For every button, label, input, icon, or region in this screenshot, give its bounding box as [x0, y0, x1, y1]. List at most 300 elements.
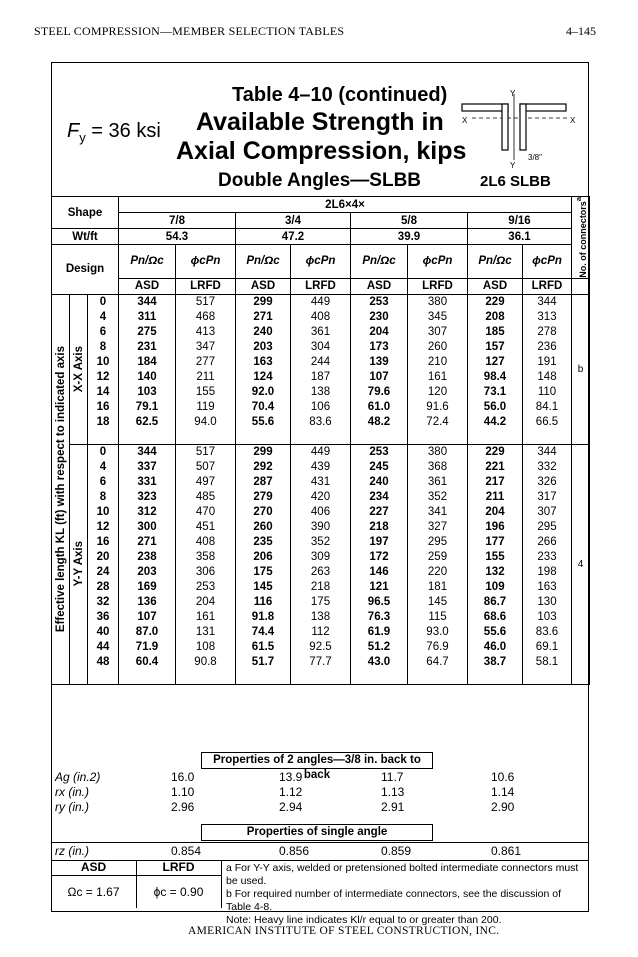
strength-value: 234 — [351, 490, 408, 505]
kl-value: 18 — [88, 415, 119, 430]
kl-value: 16 — [88, 535, 119, 550]
property-label-rx: rx (in.) — [55, 785, 89, 799]
strength-value: 277 — [176, 355, 236, 370]
strength-value: 271 — [119, 535, 176, 550]
strength-value: 485 — [176, 490, 236, 505]
diagram-y-label-bottom: Y — [510, 161, 516, 168]
strength-value: 279 — [236, 490, 291, 505]
kl-value: 4 — [88, 310, 119, 325]
strength-value: 220 — [408, 565, 468, 580]
strength-value: 92.5 — [291, 640, 351, 655]
strength-value: 236 — [523, 340, 572, 355]
strength-value: 91.6 — [408, 400, 468, 415]
section-label: 2L6×4× — [119, 197, 572, 213]
table-row — [52, 400, 590, 415]
weight-0: 54.3 — [119, 229, 236, 245]
table-row — [52, 550, 590, 565]
strength-value: 218 — [291, 580, 351, 595]
asd-label-3: ASD — [468, 278, 523, 294]
strength-value: 132 — [468, 565, 523, 580]
col-head-lrfd-1: ϕcPn — [291, 245, 351, 279]
safety-factor-box — [51, 860, 222, 908]
strength-value: 120 — [408, 385, 468, 400]
strength-value: 184 — [119, 355, 176, 370]
strength-value: 233 — [523, 550, 572, 565]
kl-value: 10 — [88, 505, 119, 520]
strength-value: 345 — [408, 310, 468, 325]
property-value: 16.0 — [171, 770, 195, 784]
property-row-ag — [51, 770, 589, 785]
table-row — [52, 415, 590, 430]
table-title-line2: Axial Compression, kips — [176, 137, 467, 165]
kl-value: 28 — [88, 580, 119, 595]
property-value: 13.9 — [279, 770, 303, 784]
property-value: 10.6 — [491, 770, 515, 784]
table-row — [52, 385, 590, 400]
strength-value: 38.7 — [468, 655, 523, 670]
strength-value: 44.2 — [468, 415, 523, 430]
strength-value: 173 — [351, 340, 408, 355]
strength-value: 449 — [291, 294, 351, 310]
strength-value: 46.0 — [468, 640, 523, 655]
strength-value: 218 — [351, 520, 408, 535]
strength-value: 300 — [119, 520, 176, 535]
page-header-title: STEEL COMPRESSION—MEMBER SELECTION TABLES — [34, 24, 345, 38]
col-head-lrfd-0: ϕcPn — [176, 245, 236, 279]
strength-value: 204 — [351, 325, 408, 340]
table-row — [52, 325, 590, 340]
lrfd-label-2: LRFD — [408, 278, 468, 294]
footnote-a: a For Y-Y axis, welded or pretensioned bolted intermediate connectors must be used. — [226, 862, 579, 887]
strength-value: 175 — [291, 595, 351, 610]
strength-value: 93.0 — [408, 625, 468, 640]
strength-value: 517 — [176, 294, 236, 310]
strength-value: 148 — [523, 370, 572, 385]
asd-label: ASD — [51, 860, 137, 876]
strength-value: 70.4 — [236, 400, 291, 415]
strength-value: 103 — [119, 385, 176, 400]
strength-value: 119 — [176, 400, 236, 415]
single-angle-heading: Properties of single angle — [201, 824, 433, 841]
table-row — [52, 490, 590, 505]
property-value: 11.7 — [381, 770, 404, 784]
footnote-note: Note: Heavy line indicates Kl/r equal to or greater than 200. — [226, 914, 502, 926]
diagram-gap-label: 3/8" — [528, 153, 542, 162]
strength-value: 136 — [119, 595, 176, 610]
strength-value: 317 — [523, 490, 572, 505]
kl-value: 32 — [88, 595, 119, 610]
strength-value: 344 — [119, 294, 176, 310]
strength-value: 73.1 — [468, 385, 523, 400]
strength-value: 231 — [119, 340, 176, 355]
strength-value: 74.4 — [236, 625, 291, 640]
strength-value: 413 — [176, 325, 236, 340]
table-row — [52, 610, 590, 625]
strength-value: 240 — [236, 325, 291, 340]
strength-value: 79.1 — [119, 400, 176, 415]
table-title-line1: Available Strength in — [196, 108, 444, 136]
weight-1: 47.2 — [236, 229, 351, 245]
strength-value: 227 — [351, 505, 408, 520]
table-row — [52, 340, 590, 355]
strength-value: 299 — [236, 294, 291, 310]
strength-value: 155 — [468, 550, 523, 565]
strength-value: 380 — [408, 294, 468, 310]
kl-value: 6 — [88, 325, 119, 340]
strength-value: 51.2 — [351, 640, 408, 655]
table-subtitle: Double Angles—SLBB — [218, 170, 422, 191]
strength-value: 211 — [176, 370, 236, 385]
strength-value: 253 — [351, 294, 408, 310]
strength-value: 263 — [291, 565, 351, 580]
rz-value: 0.859 — [381, 844, 412, 858]
table-row — [52, 505, 590, 520]
strength-value: 43.0 — [351, 655, 408, 670]
strength-value: 245 — [351, 460, 408, 475]
strength-value: 175 — [236, 565, 291, 580]
strength-value: 361 — [408, 475, 468, 490]
page-number: 4–145 — [566, 24, 596, 38]
strength-value: 306 — [176, 565, 236, 580]
strength-value: 253 — [176, 580, 236, 595]
strength-value: 139 — [351, 355, 408, 370]
strength-value: 130 — [523, 595, 572, 610]
strength-value: 115 — [408, 610, 468, 625]
effective-length-label: Effective length KL (ft) with respect to indicated axis — [52, 294, 70, 684]
strength-value: 198 — [523, 565, 572, 580]
strength-value: 161 — [408, 370, 468, 385]
thickness-1: 3/4 — [236, 213, 351, 229]
table-row — [52, 655, 590, 670]
asd-label-0: ASD — [119, 278, 176, 294]
strength-value: 48.2 — [351, 415, 408, 430]
table-row — [52, 294, 590, 310]
strength-value: 253 — [351, 444, 408, 460]
strength-value: 60.4 — [119, 655, 176, 670]
kl-value: 48 — [88, 655, 119, 670]
strength-value: 287 — [236, 475, 291, 490]
property-row-rx — [51, 785, 589, 800]
strength-value: 449 — [291, 444, 351, 460]
property-value: 1.13 — [381, 785, 405, 799]
connectors-yy: 4 — [572, 444, 590, 684]
strength-value: 56.0 — [468, 400, 523, 415]
strength-value: 260 — [408, 340, 468, 355]
lrfd-label-0: LRFD — [176, 278, 236, 294]
connectors-header: No. of connectors$^a$ — [573, 197, 588, 278]
strength-value: 307 — [523, 505, 572, 520]
strength-value: 408 — [176, 535, 236, 550]
strength-value: 138 — [291, 610, 351, 625]
strength-value: 292 — [236, 460, 291, 475]
kl-value: 4 — [88, 460, 119, 475]
strength-value: 390 — [291, 520, 351, 535]
strength-value: 304 — [291, 340, 351, 355]
strength-value: 259 — [408, 550, 468, 565]
strength-value: 408 — [291, 310, 351, 325]
connectors-blank — [572, 278, 590, 294]
yield-strength: $F_y = 36$ ksi — [67, 120, 161, 145]
table-row — [52, 565, 590, 580]
strength-value: 83.6 — [291, 415, 351, 430]
table-row — [52, 625, 590, 640]
omega-value: Ωc = 1.67 — [51, 876, 137, 908]
y-axis-label: Y-Y Axis — [70, 444, 88, 684]
table-row — [52, 475, 590, 490]
footnotes — [226, 862, 586, 927]
strength-value: 107 — [119, 610, 176, 625]
strength-value: 124 — [236, 370, 291, 385]
strength-value: 146 — [351, 565, 408, 580]
strength-value: 204 — [176, 595, 236, 610]
strength-value: 108 — [176, 640, 236, 655]
strength-value: 107 — [351, 370, 408, 385]
kl-value: 0 — [88, 294, 119, 310]
strength-value: 368 — [408, 460, 468, 475]
strength-value: 470 — [176, 505, 236, 520]
strength-value: 96.5 — [351, 595, 408, 610]
strength-value: 439 — [291, 460, 351, 475]
strength-value: 68.6 — [468, 610, 523, 625]
wtft-label: Wt/ft — [52, 229, 119, 245]
strength-value: 331 — [119, 475, 176, 490]
col-head-lrfd-3: ϕcPn — [523, 245, 572, 279]
strength-value: 94.0 — [176, 415, 236, 430]
strength-value: 62.5 — [119, 415, 176, 430]
property-value: 1.14 — [491, 785, 515, 799]
strength-value: 138 — [291, 385, 351, 400]
property-row-ry — [51, 800, 589, 815]
strength-value: 341 — [408, 505, 468, 520]
table-row — [52, 460, 590, 475]
property-value: 2.96 — [171, 800, 195, 814]
strength-value: 323 — [119, 490, 176, 505]
diagram-x-label-left: X — [462, 116, 468, 125]
kl-value: 10 — [88, 355, 119, 370]
strength-value: 83.6 — [523, 625, 572, 640]
rz-label: rz (in.) — [55, 844, 89, 858]
table-row — [52, 580, 590, 595]
strength-value: 278 — [523, 325, 572, 340]
strength-value: 230 — [351, 310, 408, 325]
strength-value: 76.3 — [351, 610, 408, 625]
strength-value: 77.7 — [291, 655, 351, 670]
strength-value: 313 — [523, 310, 572, 325]
strength-value: 172 — [351, 550, 408, 565]
strength-value: 191 — [523, 355, 572, 370]
strength-value: 312 — [119, 505, 176, 520]
strength-value: 140 — [119, 370, 176, 385]
strength-value: 238 — [119, 550, 176, 565]
strength-value: 187 — [291, 370, 351, 385]
strength-value: 217 — [468, 475, 523, 490]
strength-value: 61.0 — [351, 400, 408, 415]
kl-value: 12 — [88, 370, 119, 385]
shape-code: 2L6 SLBB — [480, 173, 551, 190]
strength-value: 98.4 — [468, 370, 523, 385]
strength-value: 181 — [408, 580, 468, 595]
x-axis-label: X-X Axis — [70, 294, 88, 444]
strength-value: 106 — [291, 400, 351, 415]
table-row — [52, 355, 590, 370]
strength-value: 229 — [468, 444, 523, 460]
strength-value: 270 — [236, 505, 291, 520]
strength-value: 79.6 — [351, 385, 408, 400]
strength-value: 326 — [523, 475, 572, 490]
strength-table — [51, 196, 590, 685]
table-continued-label: Table 4–10 (continued) — [232, 84, 448, 106]
strength-value: 71.9 — [119, 640, 176, 655]
table-row — [52, 520, 590, 535]
strength-value: 197 — [351, 535, 408, 550]
page-footer: AMERICAN INSTITUTE OF STEEL CONSTRUCTION, INC. — [188, 925, 500, 937]
strength-value: 203 — [236, 340, 291, 355]
strength-value: 260 — [236, 520, 291, 535]
strength-value: 352 — [291, 535, 351, 550]
lrfd-label: LRFD — [136, 860, 221, 876]
kl-value: 0 — [88, 444, 119, 460]
strength-value: 157 — [468, 340, 523, 355]
strength-value: 163 — [236, 355, 291, 370]
kl-value: 8 — [88, 490, 119, 505]
table-row — [52, 595, 590, 610]
strength-value: 112 — [291, 625, 351, 640]
design-label: Design — [52, 245, 119, 295]
strength-value: 196 — [468, 520, 523, 535]
strength-value: 109 — [468, 580, 523, 595]
strength-value: 307 — [408, 325, 468, 340]
kl-value: 14 — [88, 385, 119, 400]
strength-value: 61.9 — [351, 625, 408, 640]
property-value: 2.91 — [381, 800, 405, 814]
strength-value: 229 — [468, 294, 523, 310]
strength-value: 420 — [291, 490, 351, 505]
col-head-asd-0: Pn/Ωc — [119, 245, 176, 279]
property-value: 1.12 — [279, 785, 303, 799]
col-head-asd-1: Pn/Ωc — [236, 245, 291, 279]
strength-value: 103 — [523, 610, 572, 625]
kl-value: 20 — [88, 550, 119, 565]
table-row — [52, 310, 590, 325]
strength-value: 344 — [523, 294, 572, 310]
rz-value: 0.861 — [491, 844, 522, 858]
strength-value: 110 — [523, 385, 572, 400]
strength-value: 358 — [176, 550, 236, 565]
strength-value: 240 — [351, 475, 408, 490]
strength-value: 127 — [468, 355, 523, 370]
strength-value: 208 — [468, 310, 523, 325]
strength-value: 295 — [523, 520, 572, 535]
kl-value: 40 — [88, 625, 119, 640]
weight-3: 36.1 — [468, 229, 572, 245]
col-head-asd-2: Pn/Ωc — [351, 245, 408, 279]
strength-value: 517 — [176, 444, 236, 460]
rz-value: 0.856 — [279, 844, 310, 858]
table-row — [52, 370, 590, 385]
strength-value: 55.6 — [236, 415, 291, 430]
strength-value: 497 — [176, 475, 236, 490]
strength-value: 163 — [523, 580, 572, 595]
table-row — [52, 535, 590, 550]
strength-value: 309 — [291, 550, 351, 565]
strength-value: 380 — [408, 444, 468, 460]
strength-value: 235 — [236, 535, 291, 550]
diagram-y-label: Y — [510, 90, 516, 98]
shape-label: Shape — [52, 197, 119, 229]
strength-value: 161 — [176, 610, 236, 625]
strength-value: 177 — [468, 535, 523, 550]
property-value: 1.10 — [171, 785, 195, 799]
phi-value: ϕc = 0.90 — [153, 885, 204, 899]
table-row — [52, 640, 590, 655]
strength-value: 311 — [119, 310, 176, 325]
strength-value: 90.8 — [176, 655, 236, 670]
connectors-xx: b — [572, 294, 590, 444]
strength-value: 58.1 — [523, 655, 572, 670]
strength-value: 91.8 — [236, 610, 291, 625]
property-label-ag: Ag (in.2) — [55, 770, 101, 784]
strength-value: 352 — [408, 490, 468, 505]
strength-value: 131 — [176, 625, 236, 640]
strength-value: 203 — [119, 565, 176, 580]
strength-value: 155 — [176, 385, 236, 400]
double-angle-diagram — [452, 90, 582, 168]
strength-value: 86.7 — [468, 595, 523, 610]
strength-value: 55.6 — [468, 625, 523, 640]
kl-value: 12 — [88, 520, 119, 535]
property-value: 2.90 — [491, 800, 515, 814]
strength-value: 51.7 — [236, 655, 291, 670]
thickness-0: 7/8 — [119, 213, 236, 229]
strength-value: 244 — [291, 355, 351, 370]
strength-value: 431 — [291, 475, 351, 490]
strength-value: 92.0 — [236, 385, 291, 400]
strength-value: 271 — [236, 310, 291, 325]
strength-value: 76.9 — [408, 640, 468, 655]
strength-value: 337 — [119, 460, 176, 475]
col-head-asd-3: Pn/Ωc — [468, 245, 523, 279]
thickness-3: 9/16 — [468, 213, 572, 229]
diagram-x-label-right: X — [570, 116, 576, 125]
thickness-2: 5/8 — [351, 213, 468, 229]
strength-value: 211 — [468, 490, 523, 505]
strength-value: 344 — [119, 444, 176, 460]
strength-value: 347 — [176, 340, 236, 355]
rz-value: 0.854 — [171, 844, 202, 858]
kl-value: 44 — [88, 640, 119, 655]
kl-value: 8 — [88, 340, 119, 355]
strength-value: 116 — [236, 595, 291, 610]
property-value: 2.94 — [279, 800, 303, 814]
kl-value: 36 — [88, 610, 119, 625]
kl-value: 16 — [88, 400, 119, 415]
strength-value: 204 — [468, 505, 523, 520]
strength-value: 61.5 — [236, 640, 291, 655]
strength-value: 145 — [236, 580, 291, 595]
strength-value: 64.7 — [408, 655, 468, 670]
kl-value: 6 — [88, 475, 119, 490]
strength-value: 344 — [523, 444, 572, 460]
strength-value: 169 — [119, 580, 176, 595]
strength-value: 451 — [176, 520, 236, 535]
strength-value: 406 — [291, 505, 351, 520]
strength-value: 327 — [408, 520, 468, 535]
kl-value: 24 — [88, 565, 119, 580]
strength-value: 206 — [236, 550, 291, 565]
strength-value: 266 — [523, 535, 572, 550]
strength-value: 69.1 — [523, 640, 572, 655]
strength-value: 468 — [176, 310, 236, 325]
